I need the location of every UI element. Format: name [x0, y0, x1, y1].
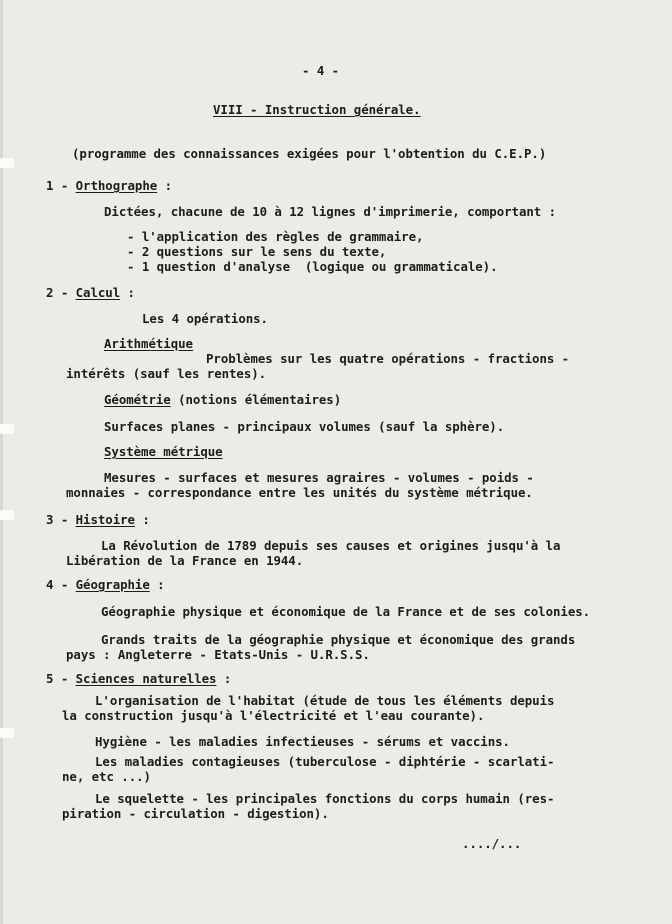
- geographie-text: Grands traits de la géographie physique et économique des grands: [101, 632, 576, 647]
- intro-text: (programme des connaissances exigées pour l'obtention du C.E.P.): [72, 146, 547, 161]
- scan-edge: [0, 0, 3, 924]
- arithmetique-text: intérêts (sauf les rentes).: [66, 366, 267, 381]
- orthographe-text: Dictées, chacune de 10 à 12 lignes d'imprimerie, comportant :: [104, 204, 556, 219]
- sciences-text: la construction jusqu'à l'électricité et l'eau courante).: [62, 708, 485, 723]
- section-heading-sciences-naturelles: 5 - Sciences naturelles :: [46, 671, 232, 686]
- systeme-metrique-text: Mesures - surfaces et mesures agraires - volumes - poids -: [104, 470, 534, 485]
- list-item: - 2 questions sur le sens du texte,: [127, 244, 387, 259]
- list-item: - 1 question d'analyse (logique ou grammaticale).: [127, 259, 498, 274]
- subheading-systeme-metrique: Système métrique: [104, 444, 223, 459]
- sciences-text: piration - circulation - digestion).: [62, 806, 329, 821]
- geographie-text: pays : Angleterre - Etats-Unis - U.R.S.S.: [66, 647, 370, 662]
- section-heading-orthographe: 1 - Orthographe :: [46, 178, 172, 193]
- subheading-geometrie: Géométrie (notions élémentaires): [104, 392, 342, 407]
- histoire-text: La Révolution de 1789 depuis ses causes et origines jusqu'à la: [101, 538, 561, 553]
- sciences-text: L'organisation de l'habitat (étude de tous les éléments depuis: [95, 693, 555, 708]
- continuation-mark: ..../...: [462, 836, 522, 851]
- calcul-text: Les 4 opérations.: [142, 311, 268, 326]
- page-number: - 4 -: [302, 63, 340, 78]
- arithmetique-text: Problèmes sur les quatre opérations - fractions -: [206, 351, 570, 366]
- section-heading-histoire: 3 - Histoire :: [46, 512, 150, 527]
- histoire-text: Libération de la France en 1944.: [66, 553, 304, 568]
- subheading-arithmetique: Arithmétique: [104, 336, 193, 351]
- section-heading-geographie: 4 - Géographie :: [46, 577, 165, 592]
- systeme-metrique-text: monnaies - correspondance entre les unités du système métrique.: [66, 485, 533, 500]
- list-item: - l'application des règles de grammaire,: [127, 229, 424, 244]
- sciences-text: Les maladies contagieuses (tuberculose - diphtérie - scarlati-: [95, 754, 555, 769]
- page-title: VIII - Instruction générale.: [213, 102, 421, 117]
- sciences-text: Le squelette - les principales fonctions du corps humain (res-: [95, 791, 555, 806]
- sciences-text: Hygiène - les maladies infectieuses - sérums et vaccins.: [95, 734, 510, 749]
- geometrie-text: Surfaces planes - principaux volumes (sauf la sphère).: [104, 419, 505, 434]
- section-heading-calcul: 2 - Calcul :: [46, 285, 135, 300]
- geographie-text: Géographie physique et économique de la France et de ses colonies.: [101, 604, 591, 619]
- sciences-text: ne, etc ...): [62, 769, 151, 784]
